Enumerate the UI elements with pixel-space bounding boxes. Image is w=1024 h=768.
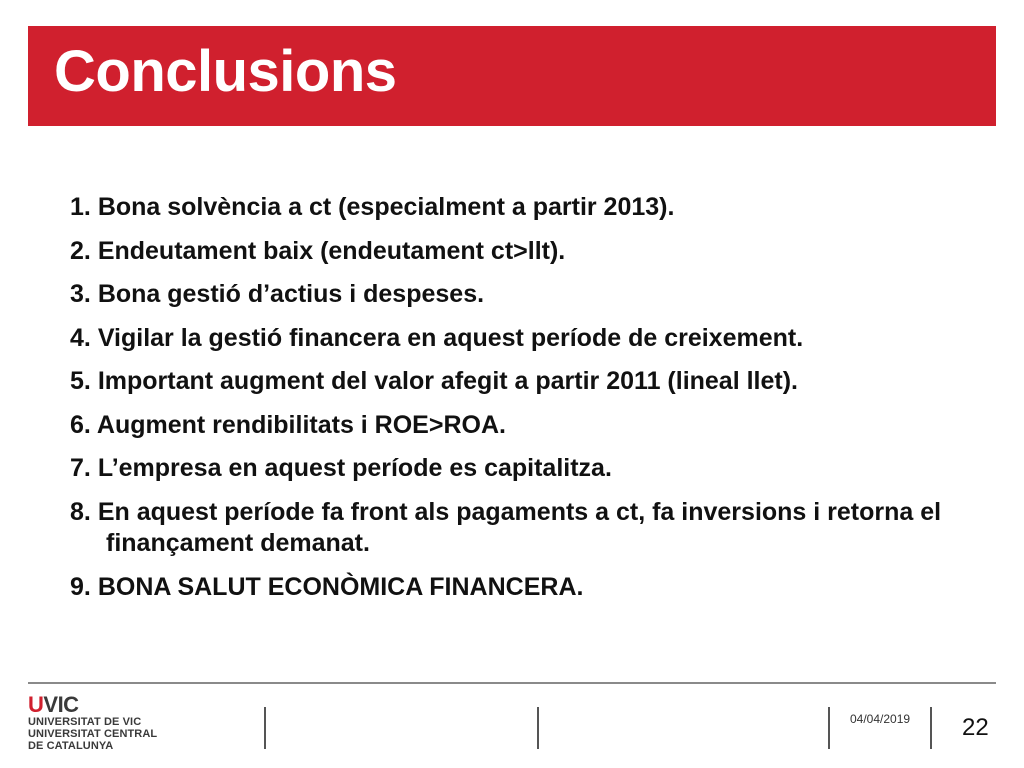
item-number: 1.	[70, 193, 91, 221]
item-number: 4.	[70, 323, 91, 352]
footer-separator	[537, 707, 539, 749]
item-number: 9.	[70, 573, 91, 601]
item-number: 8.	[70, 497, 91, 526]
conclusions-list	[70, 192, 1010, 616]
title-bar	[28, 26, 996, 126]
list-item	[70, 366, 1010, 396]
item-text: Bona solvència a ct (especialment a partir 2013).	[97, 193, 675, 221]
item-text: Bona gestió d’actius i despeses.	[97, 280, 485, 308]
list-item	[70, 236, 1010, 266]
item-text: L’empresa en aquest període es capitalitza.	[97, 454, 612, 482]
logo-u: U	[28, 692, 44, 717]
item-text: En aquest període fa front als pagaments a ct, fa inversions i retorna el finançament demanat.	[97, 497, 942, 557]
item-text: Endeutament baix (endeutament ct>llt).	[97, 236, 566, 265]
list-item	[70, 453, 1010, 483]
logo-mark	[28, 694, 178, 716]
logo-line-2: UNIVERSITAT CENTRAL	[28, 728, 158, 740]
list-item	[70, 572, 1010, 602]
slide-title: Conclusions	[54, 39, 397, 104]
item-number: 3.	[70, 280, 91, 308]
footer-separator	[264, 707, 266, 749]
logo-vic: VIC	[43, 692, 79, 717]
footer-separator	[828, 707, 830, 749]
item-text: BONA SALUT ECONÒMICA FINANCERA.	[97, 573, 584, 601]
item-number: 2.	[70, 236, 91, 265]
list-item	[70, 323, 1010, 353]
item-text: Augment rendibilitats i ROE>ROA.	[96, 410, 506, 439]
item-number: 5.	[70, 367, 91, 395]
footer-divider	[28, 682, 996, 684]
item-text: Vigilar la gestió financera en aquest període de creixement.	[97, 323, 804, 352]
item-number: 7.	[70, 454, 91, 482]
footer-separator	[930, 707, 932, 749]
uvic-logo	[28, 694, 178, 752]
slide-date: 04/04/2019	[850, 712, 911, 726]
logo-line-3: DE CATALUNYA	[28, 740, 114, 752]
item-text: Important augment del valor afegit a partir 2011 (lineal llet).	[97, 367, 798, 395]
page-number: 22	[962, 714, 989, 741]
logo-line-1: UNIVERSITAT DE VIC	[28, 716, 142, 728]
list-item	[70, 279, 1010, 309]
item-number: 6.	[70, 410, 91, 439]
list-item	[70, 410, 1010, 440]
list-item	[70, 192, 1010, 222]
list-item	[70, 497, 1010, 559]
